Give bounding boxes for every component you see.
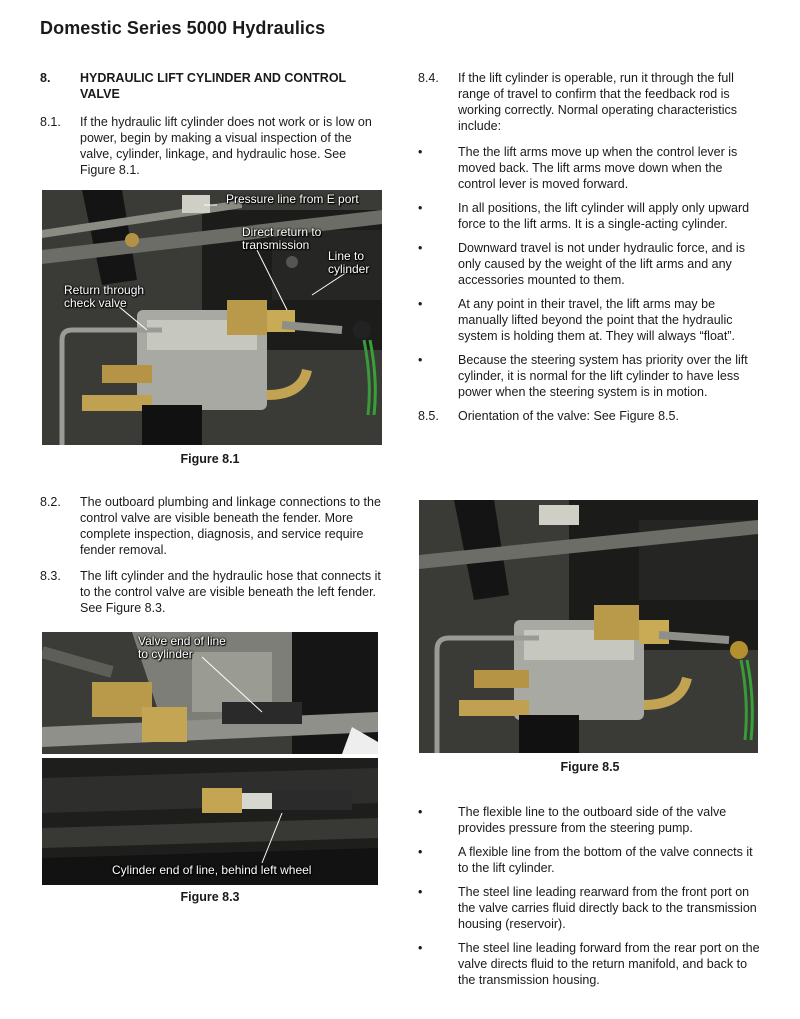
paragraph-text: Orientation of the valve: See Figure 8.5. xyxy=(458,409,679,423)
label-valve-end: Valve end of line to cylinder xyxy=(138,634,226,661)
section-heading xyxy=(40,70,385,102)
bullet-text: The the lift arms move up when the control lever is moved back. The lift arms move down when the control lever is moved forward. xyxy=(458,145,738,191)
bullet-text: The steel line leading rearward from the front port on the valve carries fluid directly back to the transmission housing (reservoir). xyxy=(458,885,757,931)
bullet-text: The flexible line to the outboard side of the valve provides pressure from the steering pump. xyxy=(458,805,727,835)
label-cylinder-end: Cylinder end of line, behind left wheel xyxy=(112,863,312,877)
figure-8-3-caption: Figure 8.3 xyxy=(180,890,240,904)
paragraph-8-2 xyxy=(40,494,385,558)
paragraph-text: If the lift cylinder is operable, run it through the full range of travel to confirm that the feedback rod is working correctly. Normal operating characteristics include: xyxy=(458,71,738,133)
list-item xyxy=(418,144,763,192)
paragraph-number: 8.3. xyxy=(40,569,61,583)
figure-8-5-illustration xyxy=(419,500,758,753)
bullet-marker: • xyxy=(418,241,423,255)
label-pressure-line: Pressure line from E port xyxy=(226,192,359,206)
figure-8-1-photo xyxy=(42,190,382,445)
section-title: HYDRAULIC LIFT CYLINDER AND CONTROL VALVE xyxy=(80,71,346,101)
paragraph-text: The outboard plumbing and linkage connections to the control valve are visible beneath the fender. More complete inspection, diagnosis, and service require fender removal. xyxy=(80,495,381,557)
section-number: 8. xyxy=(40,71,51,85)
figure-8-1-caption: Figure 8.1 xyxy=(180,452,240,466)
right-column-bottom xyxy=(418,804,763,996)
label-direct-return: Direct return to transmission xyxy=(242,225,322,252)
paragraph-8-4 xyxy=(418,70,763,134)
paragraph-8-3 xyxy=(40,568,385,616)
left-column-top xyxy=(40,70,385,188)
bullet-text: Downward travel is not under hydraulic force, and is only caused by the weight of the lift arms and any accessories mounted to them. xyxy=(458,241,745,287)
figure-8-5-caption: Figure 8.5 xyxy=(560,760,620,774)
list-item xyxy=(418,884,763,932)
list-item xyxy=(418,200,763,232)
bullet-marker: • xyxy=(418,145,423,159)
bullet-marker: • xyxy=(418,941,423,955)
paragraph-number: 8.4. xyxy=(418,71,439,85)
figure-8-3-photo-top xyxy=(42,632,378,754)
list-item xyxy=(418,804,763,836)
bullet-marker: • xyxy=(418,201,423,215)
figure-8-5-photo xyxy=(419,500,758,753)
bullet-marker: • xyxy=(418,353,423,367)
list-item xyxy=(418,844,763,876)
list-item xyxy=(418,940,763,988)
right-column-top xyxy=(418,70,763,434)
bullet-text: The steel line leading forward from the rear port on the valve directs fluid to the return manifold, and back to the transmission housing. xyxy=(458,941,760,987)
figure-8-3-photo-bottom xyxy=(42,758,378,885)
bullet-text: In all positions, the lift cylinder will apply only upward force to the lift arms. It is a single-acting cylinder. xyxy=(458,201,750,231)
figure-8-1-illustration xyxy=(42,190,382,445)
paragraph-number: 8.1. xyxy=(40,115,61,129)
paragraph-8-5 xyxy=(418,408,763,424)
left-column-middle xyxy=(40,494,385,626)
bullet-marker: • xyxy=(418,845,423,859)
paragraph-text: The lift cylinder and the hydraulic hose that connects it to the control valve are visible beneath the left fender. See Figure 8.3. xyxy=(80,569,381,615)
bullet-marker: • xyxy=(418,805,423,819)
page-title: Domestic Series 5000 Hydraulics xyxy=(40,18,326,38)
bullet-text: A flexible line from the bottom of the valve connects it to the lift cylinder. xyxy=(458,845,753,875)
list-item xyxy=(418,352,763,400)
bullet-text: Because the steering system has priority over the lift cylinder, it is normal for the lift cylinder to have less power when the steering system is in motion. xyxy=(458,353,748,399)
bullet-text: At any point in their travel, the lift arms may be manually lifted beyond the point that the hydraulic system is holding them at. They will always “float”. xyxy=(458,297,735,343)
bullet-marker: • xyxy=(418,297,423,311)
paragraph-number: 8.2. xyxy=(40,495,61,509)
paragraph-text: If the hydraulic lift cylinder does not work or is low on power, begin by making a visual inspection of the valve, cylinder, linkage, and hydraulic hose. See Figure 8.1. xyxy=(80,115,372,177)
label-return-check-valve: Return through check valve xyxy=(64,283,145,310)
label-line-to-cylinder: Line to cylinder xyxy=(328,249,370,276)
list-item xyxy=(418,296,763,344)
bullet-marker: • xyxy=(418,885,423,899)
list-item xyxy=(418,240,763,288)
paragraph-8-1 xyxy=(40,114,385,178)
paragraph-number: 8.5. xyxy=(418,409,439,423)
